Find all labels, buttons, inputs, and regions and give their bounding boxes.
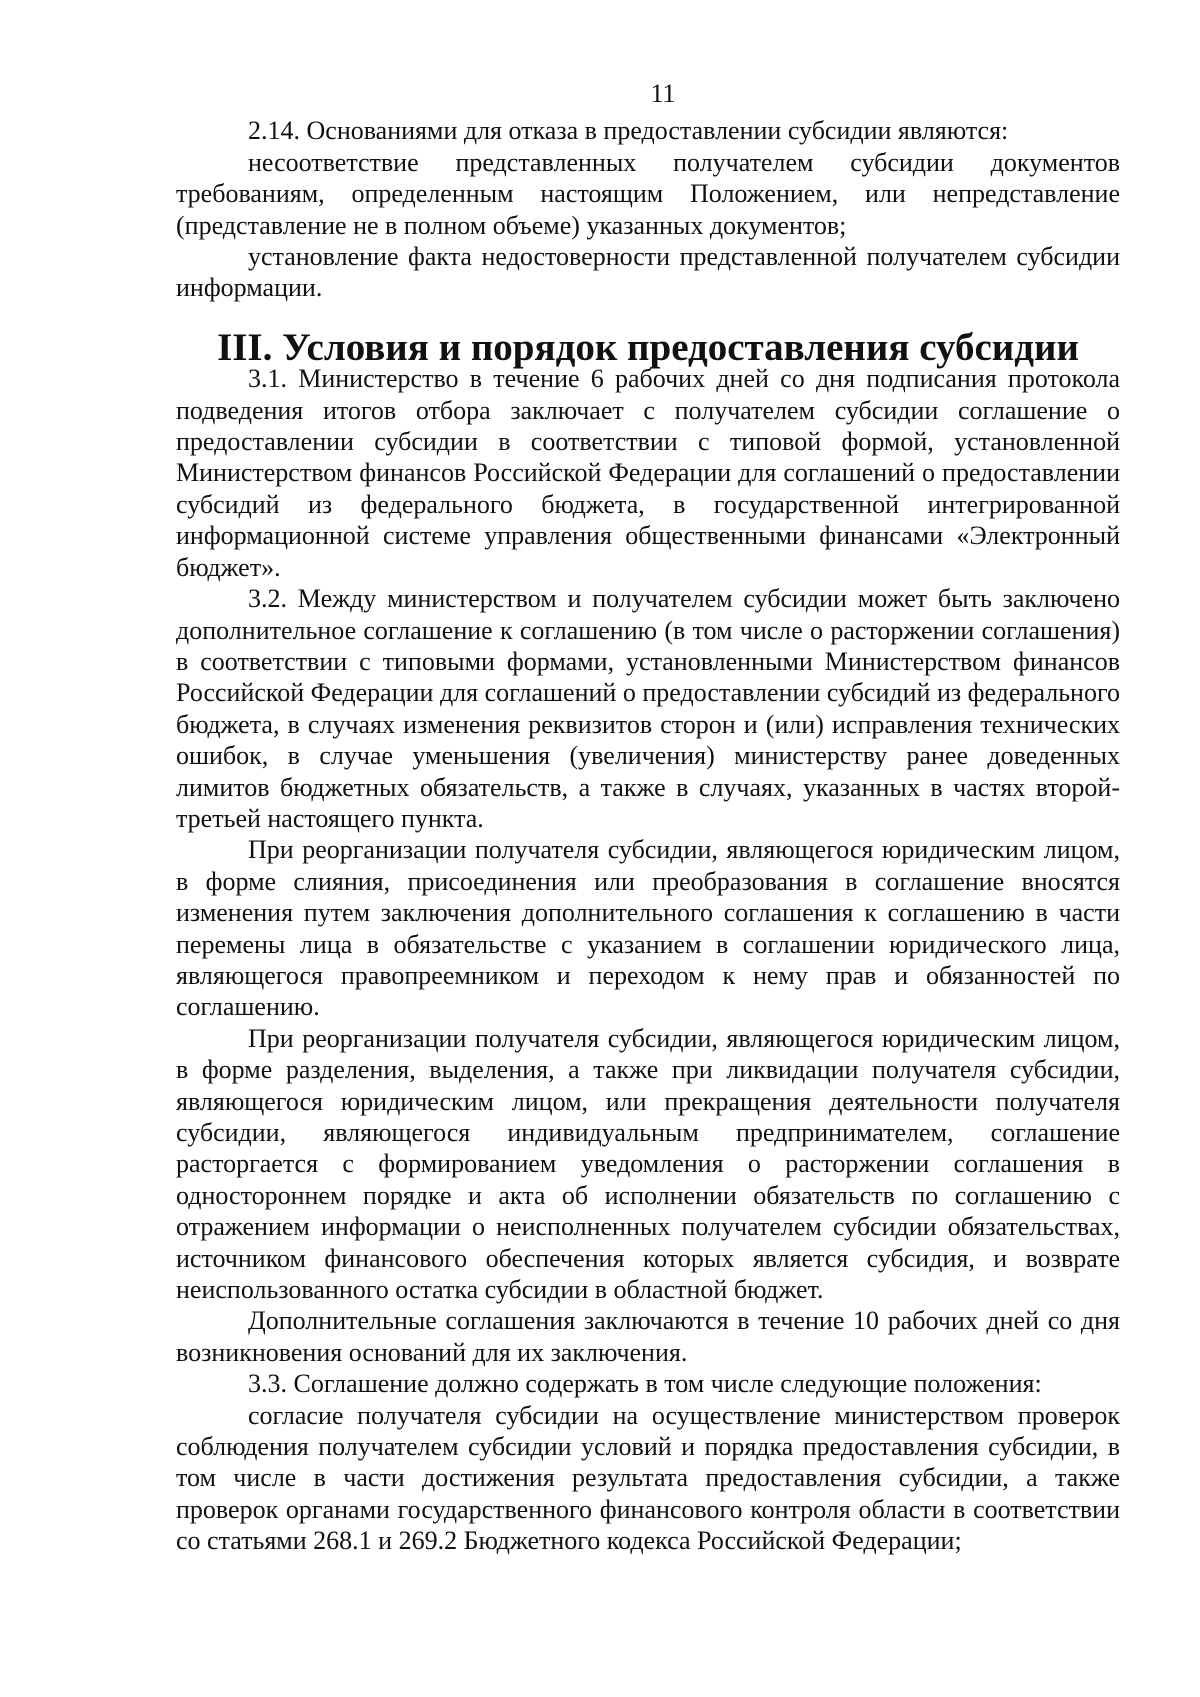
paragraph-additional-agreements: Дополнительные соглашения заключаются в течение 10 рабочих дней со дня возникновения оснований для их заключения. <box>176 1306 1120 1367</box>
paragraph-2-14: 2.14. Основаниями для отказа в предоставлении субсидии являются: <box>248 116 1009 146</box>
paragraph-3-1: 3.1. Министерство в течение 6 рабочих дней со дня подписания протокола подведения итогов отбора заключает с получателем субсидии соглашение о предоставлении субсидии в соответствии с типовой формой, установленной Министерством финансов Российской Федерации для соглашений о предоставлении субсидий из федерального бюджета, в государственной интегрированной информационной системе управления общественными финансами «Электронный бюджет». <box>176 364 1120 582</box>
paragraph-refusal-reason-1: несоответствие представленных получателем субсидии документов требованиям, определенным настоящим Положением, или непредставление (представление не в полном объеме) указанных документов; <box>176 147 1120 240</box>
section-heading: III. Условия и порядок предоставления субсидии <box>217 325 1079 369</box>
paragraph-consent-checks: согласие получателя субсидии на осуществление министерством проверок соблюдения получателем субсидии условий и порядка предоставления субсидии, в том числе в части достижения результата предоставления субсидии, а также проверок органами государственного финансового контроля области в соответствии со статьями 268.1 и 269.2 Бюджетного кодекса Российской Федерации; <box>176 1400 1120 1556</box>
paragraph-reorganization-division: При реорганизации получателя субсидии, являющегося юридическим лицом, в форме разделения, выделения, а также при ликвидации получателя субсидии, являющегося юридическим лицом, или прекращения деятельности получателя субсидии, являющегося индивидуальным предпринимателем, соглашение расторгается с формированием уведомления о расторжении соглашения в одностороннем порядке и акта об исполнении обязательств по соглашению с отражением информации о неисполненных получателем субсидии обязательствах, источником финансового обеспечения которых является субсидия, и возврате неиспользованного остатка субсидии в областной бюджет. <box>176 1023 1120 1305</box>
paragraph-3-3: 3.3. Соглашение должно содержать в том числе следующие положения: <box>248 1369 1042 1399</box>
page-number: 11 <box>650 79 676 108</box>
document-page <box>176 78 1120 1557</box>
paragraph-reorganization-merger: При реорганизации получателя субсидии, являющегося юридическим лицом, в форме слияния, присоединения или преобразования в соглашение вносятся изменения путем заключения дополнительного соглашения к соглашению в части перемены лица в обязательстве с указанием в соглашении юридического лица, являющегося правопреемником и переходом к нему прав и обязанностей по соглашению. <box>176 835 1120 1022</box>
paragraph-refusal-reason-2: установление факта недостоверности представленной получателем субсидии информации. <box>176 242 1120 303</box>
paragraph-3-2: 3.2. Между министерством и получателем субсидии может быть заключено дополнительное соглашение к соглашению (в том числе о расторжении соглашения) в соответствии с типовыми формами, установленными Министерством финансов Российской Федерации для соглашений о предоставлении субсидий из федерального бюджета, в случаях изменения реквизитов сторон и (или) исправления технических ошибок, в случае уменьшения (увеличения) министерству ранее доведенных лимитов бюджетных обязательств, а также в случаях, указанных в частях второй-третьей настоящего пункта. <box>176 584 1120 833</box>
